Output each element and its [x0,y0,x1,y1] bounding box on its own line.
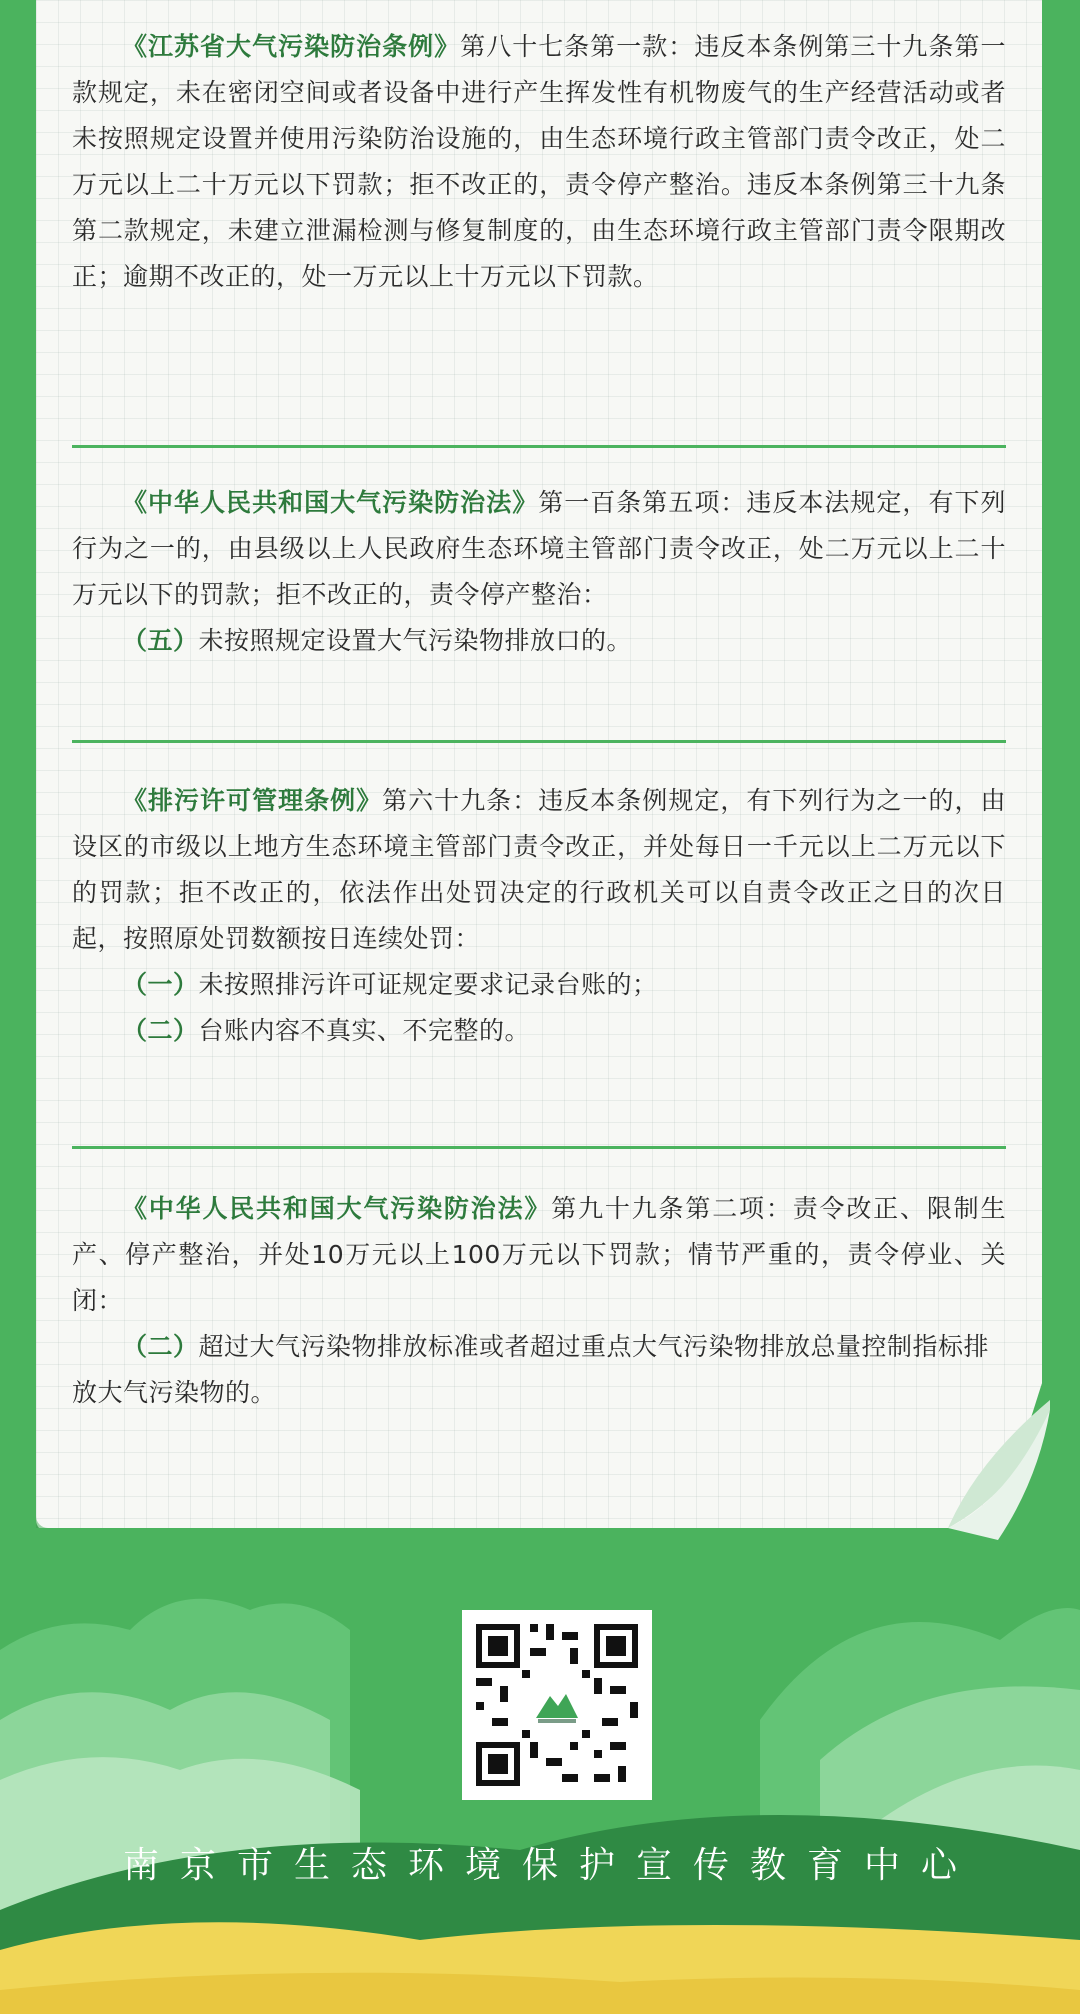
law-title: 《中华人民共和国大气污染防治法》 [122,488,539,517]
law-item [72,618,1006,664]
law-text: 第九十九条第二项：责令改正、限制生产、停产整治，并处10万元以上100万元以下罚款；情节严重的，责令停业、关闭： [72,1194,1006,1315]
qr-code [462,1610,652,1800]
organization-name: 南京市生态环境保护宣传教育中心 [122,1845,978,1886]
law-item [72,1324,1006,1416]
divider-line [72,740,1006,743]
law-item [72,962,1006,1008]
item-text: 台账内容不真实、不完整的。 [198,1016,531,1045]
item-number: （二） [122,1016,199,1045]
law-title: 《排污许可管理条例》 [122,786,383,815]
divider-line [72,1146,1006,1149]
divider-line [72,445,1006,448]
law-section-2 [72,480,1006,664]
law-text: 第六十九条：违反本条例规定，有下列行为之一的，由设区的市级以上地方生态环境主管部门责令改正，并处每日一千元以上二万元以下的罚款；拒不改正的，依法作出处罚决定的行政机关可以自责令改正之日的次日起，按照原处罚数额按日连续处罚： [72,786,1006,953]
law-section-4 [72,1186,1006,1416]
item-text: 未按照规定设置大气污染物排放口的。 [198,626,633,655]
item-number: （一） [122,970,199,999]
law-item [72,1008,1006,1054]
item-text: 未按照排污许可证规定要求记录台账的； [198,970,658,999]
law-title: 《中华人民共和国大气污染防治法》 [122,1194,552,1223]
page-curl-decoration [938,1400,1068,1540]
law-section-1 [72,24,1006,300]
law-text: 第一百条第五项：违反本法规定，有下列行为之一的，由县级以上人民政府生态环境主管部门责令改正，处二万元以上二十万元以下的罚款；拒不改正的，责令停产整治： [72,488,1006,609]
item-number: （五） [122,626,199,655]
item-number: （二） [122,1332,199,1361]
law-title: 《江苏省大气污染防治条例》 [122,32,461,61]
qr-code-icon [462,1610,652,1800]
law-section-3 [72,778,1006,1054]
law-paragraph [72,24,1006,300]
law-paragraph [72,480,1006,618]
law-paragraph [72,1186,1006,1324]
law-text: 第八十七条第一款：违反本条例第三十九条第一款规定，未在密闭空间或者设备中进行产生挥发性有机物废气的生产经营活动或者未按照规定设置并使用污染防治设施的，由生态环境行政主管部门责令改正，处二万元以上二十万元以下罚款；拒不改正的，责令停产整治。违反本条例第三十九条第二款规定，未建立泄漏检测与修复制度的，由生态环境行政主管部门责令限期改正；逾期不改正的，处一万元以上十万元以下罚款。 [72,32,1006,291]
law-paragraph [72,778,1006,962]
item-text: 超过大气污染物排放标准或者超过重点大气污染物排放总量控制指标排放大气污染物的。 [72,1332,990,1407]
